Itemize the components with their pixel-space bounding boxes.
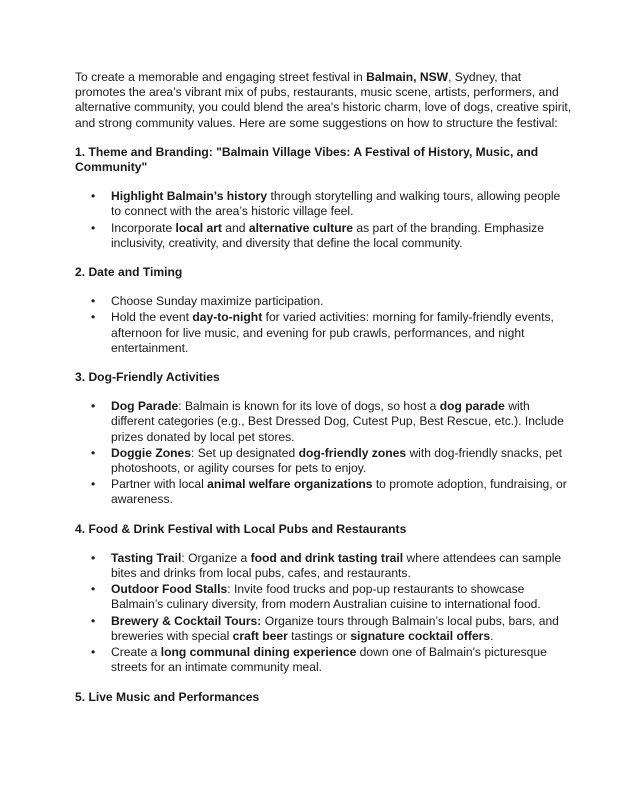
list-item bbox=[91, 645, 572, 675]
section-heading: 2. Date and Timing bbox=[75, 265, 183, 280]
list-item bbox=[91, 294, 572, 309]
intro-paragraph bbox=[75, 70, 572, 131]
list-item bbox=[91, 310, 572, 356]
text-run: : Organize a bbox=[181, 550, 251, 565]
bullet-icon: • bbox=[91, 294, 96, 309]
text-run: to promote adoption, fundraising, or awareness. bbox=[111, 477, 567, 507]
bullet-list bbox=[75, 551, 572, 676]
text-run: down one of Balmain's picturesque streets for an intimate community meal. bbox=[111, 645, 547, 675]
text-run: Organize tours through Balmain’s local pubs, bars, and breweries with special bbox=[111, 613, 559, 643]
text-run: . bbox=[490, 628, 494, 643]
bullet-icon: • bbox=[91, 613, 96, 628]
list-item bbox=[91, 582, 572, 612]
list-item bbox=[91, 399, 572, 445]
text-run: tastings or bbox=[287, 628, 351, 643]
list-item bbox=[91, 477, 572, 507]
bold-text: food and drink tasting trail bbox=[250, 550, 404, 565]
text-run: To create a memorable and engaging street festival in bbox=[75, 70, 367, 84]
bullet-icon: • bbox=[91, 645, 96, 660]
text-run: through storytelling and walking tours, allowing people to connect with the area’s historic village feel. bbox=[111, 189, 561, 219]
text-run: as part of the branding. Emphasize inclusivity, creativity, and diversity that define the local community. bbox=[111, 220, 544, 250]
section-heading: 4. Food & Drink Festival with Local Pubs and Restaurants bbox=[75, 521, 407, 536]
bold-text: Tasting Trail bbox=[111, 550, 182, 565]
bold-text: Highlight Balmain’s history bbox=[111, 189, 268, 204]
bullet-list bbox=[75, 399, 572, 507]
bullet-icon: • bbox=[91, 399, 96, 414]
list-item bbox=[91, 550, 572, 581]
bold-text: local art bbox=[175, 220, 222, 235]
text-run: Partner with local bbox=[111, 477, 208, 492]
bold-text: animal welfare organizations bbox=[207, 477, 373, 492]
list-item bbox=[91, 189, 572, 219]
bullet-icon: • bbox=[91, 189, 96, 204]
bold-text: dog parade bbox=[439, 399, 505, 414]
text-run: where attendees can sample bites and drinks from local pubs, cafes, and restaurants. bbox=[111, 550, 562, 581]
text-run: Create a bbox=[111, 645, 161, 660]
text-run: with different categories (e.g., Best Dressed Dog, Cutest Pup, Best Rescue, etc.). Include prizes donated by local pet stores. bbox=[111, 399, 564, 444]
text-run: : Balmain is known for its love of dogs, so host a bbox=[178, 399, 440, 414]
bold-text: alternative culture bbox=[248, 220, 354, 235]
section-heading: 5. Live Music and Performances bbox=[75, 689, 260, 704]
text-run: Incorporate bbox=[111, 220, 176, 235]
text-run: Hold the event bbox=[111, 310, 193, 325]
bold-text: dog-friendly zones bbox=[298, 445, 407, 460]
bold-text: Doggie Zones bbox=[111, 445, 191, 460]
bold-text: Balmain, NSW bbox=[366, 70, 449, 84]
text-run: Choose Sunday maximize participation. bbox=[111, 294, 324, 309]
sections-container bbox=[75, 145, 572, 705]
bullet-list bbox=[75, 189, 572, 251]
list-item bbox=[91, 613, 572, 644]
text-run: : Set up designated bbox=[190, 445, 299, 460]
bullet-icon: • bbox=[91, 582, 96, 597]
text-run: , Sydney, that promotes the area’s vibrant mix of pubs, restaurants, music scene, artists, performers, and alternative community, you could blend the area's historic charm, love of dogs, creative spirit, and strong community values. Here are some suggestions on how to structure the festival: bbox=[75, 70, 572, 130]
bold-text: Outdoor Food Stalls bbox=[111, 582, 228, 597]
bold-text: Dog Parade bbox=[111, 399, 179, 414]
bullet-icon: • bbox=[91, 310, 96, 325]
bold-text: signature cocktail offers bbox=[350, 628, 491, 643]
section-heading: 3. Dog-Friendly Activities bbox=[75, 370, 220, 385]
bold-text: craft beer bbox=[232, 628, 288, 643]
bold-text: long communal dining experience bbox=[160, 645, 357, 660]
text-run: : Invite food trucks and pop-up restaurants to showcase Balmain’s culinary diversity, from modern Australian cuisine to international food. bbox=[111, 582, 541, 612]
bullet-icon: • bbox=[91, 445, 96, 460]
bold-text: Brewery & Cocktail Tours: bbox=[111, 613, 262, 628]
bullet-list bbox=[75, 294, 572, 356]
list-item bbox=[91, 445, 572, 476]
text-run: and bbox=[221, 220, 249, 235]
bullet-icon: • bbox=[91, 220, 96, 235]
text-run: for varied activities: morning for family-friendly events, afternoon for live music, and evening for pub crawls, performances, and night entertainment. bbox=[111, 310, 554, 355]
bold-text: day-to-night bbox=[192, 310, 263, 325]
text-run: with dog-friendly snacks, pet photoshoots, or agility courses for pets to enjoy. bbox=[111, 445, 563, 476]
section-heading: 1. Theme and Branding: "Balmain Village Vibes: A Festival of History, Music, and Community" bbox=[75, 144, 539, 175]
list-item bbox=[91, 220, 572, 251]
bullet-icon: • bbox=[91, 477, 96, 492]
bullet-icon: • bbox=[91, 550, 96, 565]
